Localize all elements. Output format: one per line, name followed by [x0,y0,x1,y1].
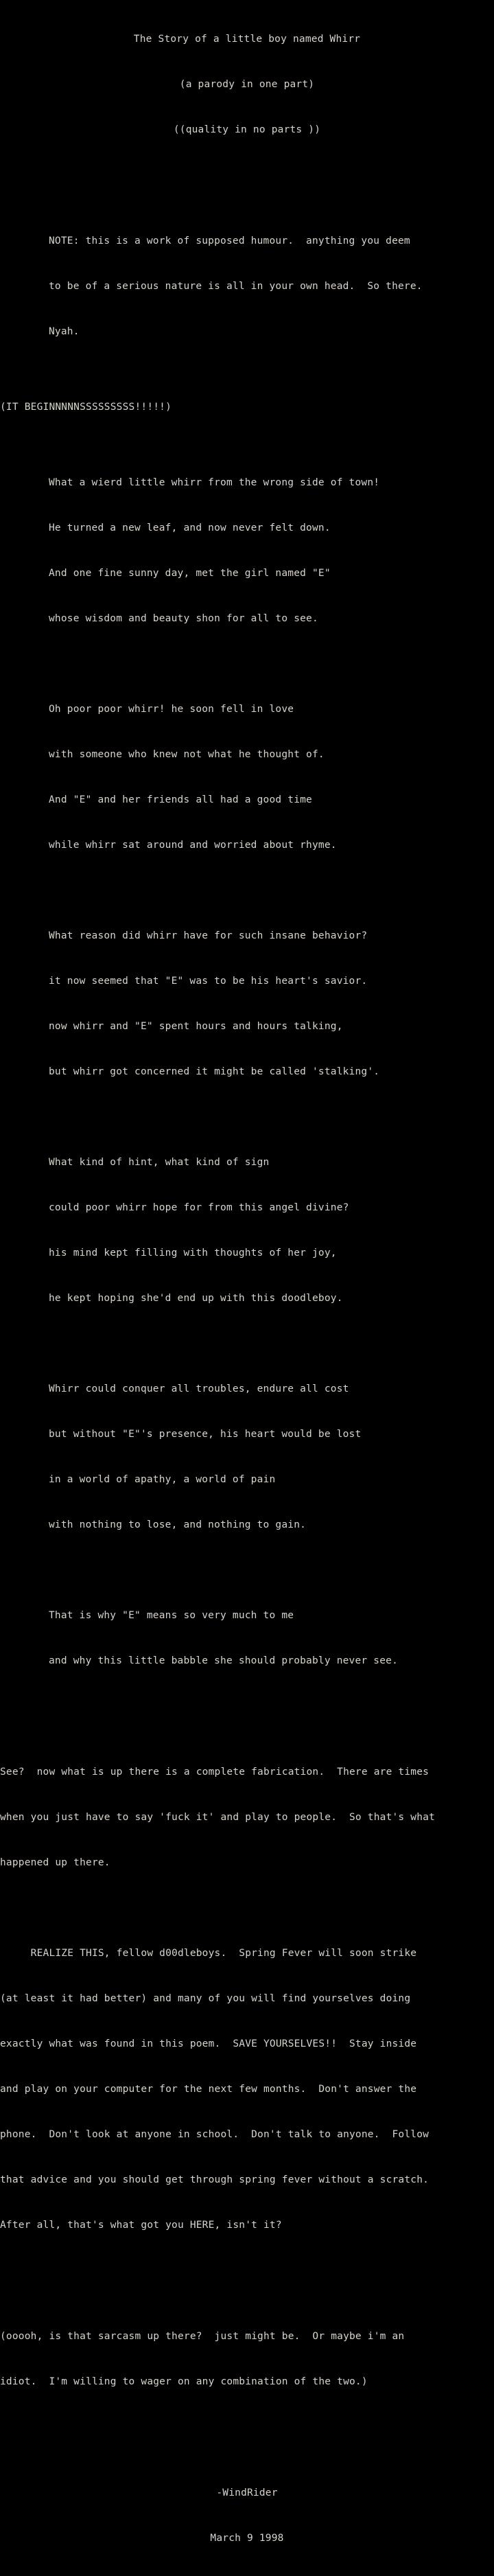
spacer [0,2440,494,2455]
afterword-line: See? now what is up there is a complete fabrication. There are times [0,1767,430,1778]
spacer [0,1109,494,1125]
spacer [0,1900,494,1916]
poem-line: and why this little babble she should probably never see. [49,1655,398,1666]
poem-stanza [0,1578,494,1699]
spacer [0,168,494,188]
poem-stanza [0,671,494,883]
poem-stanza [0,898,494,1109]
afterword-line: idiot. I'm willing to wager on any combination of the two.) [0,2376,368,2387]
poem-line: could poor whirr hope for from this angel divine? [49,1202,349,1213]
poem-line: with nothing to lose, and nothing to gain. [49,1519,307,1530]
afterword-line: (at least it had better) and many of you will find yourselves doing [0,1993,411,2004]
title-line-1: The Story of a little boy named Whirr [133,34,361,45]
poem-line: And "E" and her friends all had a good time [49,794,312,805]
poem-line: whose wisdom and beauty shon for all to see. [49,613,318,624]
poem-stanza [0,1351,494,1563]
spacer [0,1719,494,1734]
poem-line: with someone who knew not what he thought of. [49,749,325,760]
poem-line: but without "E"'s presence, his heart would be lost [49,1429,362,1440]
afterword-line: After all, that's what got you HERE, isn't it? [0,2220,282,2231]
spacer [0,656,494,671]
spacer [0,2419,494,2440]
spacer [0,1699,494,1719]
poem-line: in a world of apathy, a world of pain [49,1474,276,1485]
spacer [0,883,494,898]
poem-line: Whirr could conquer all troubles, endure all cost [49,1383,349,1394]
poem-line: What a wierd little whirr from the wrong side of town! [49,477,380,488]
poem-line: his mind kept filling with thoughts of her joy, [49,1247,337,1258]
document-title [0,0,494,168]
afterword-line: that advice and you should get through spring fever without a scratch. [0,2174,430,2185]
author-note [0,203,494,369]
poem-line: while whirr sat around and worried about rhyme. [49,840,337,851]
poem-line: but whirr got concerned it might be called 'stalking'. [49,1066,380,1077]
afterword-line: when you just have to say 'fuck it' and play to people. So that's what [0,1812,436,1823]
note-line-2: to be of a serious nature is all in your own head. So there. [49,281,423,292]
spacer [0,384,494,400]
poem-line: it now seemed that "E" was to be his heart's savior. [49,976,368,987]
note-line-1: NOTE: this is a work of supposed humour. anything you deem [49,235,410,246]
poem-line: Oh poor poor whirr! he soon fell in love [49,704,294,715]
begin-marker: (IT BEGINNNNNSSSSSSSSS!!!!!) [0,402,172,413]
spacer [0,2284,494,2299]
poem-line: What kind of hint, what kind of sign [49,1157,270,1168]
poem-stanza [0,445,494,656]
title-line-3: ((quality in no parts )) [173,124,321,135]
signature-block [0,2455,494,2576]
signature-date: March 9 1998 [210,2533,284,2544]
poem-line: What reason did whirr have for such insane behavior? [49,930,368,941]
spacer [0,415,494,430]
title-line-2: (a parody in one part) [179,79,315,90]
spacer [0,2263,494,2284]
signature-name: -WindRider [216,2487,278,2498]
afterword-line: and play on your computer for the next few months. Don't answer the [0,2084,417,2095]
afterword-line: (ooooh, is that sarcasm up there? just might be. Or maybe i'm an [0,2331,405,2342]
note-line-3: Nyah. [49,326,80,337]
poem-line: he kept hoping she'd end up with this doodleboy. [49,1293,343,1304]
spacer [0,188,494,203]
spacer [0,1336,494,1351]
poem-line: That is why "E" means so very much to me [49,1610,294,1621]
afterword-paragraph-3 [0,2299,494,2419]
poem-line: And one fine sunny day, met the girl named "E" [49,568,331,579]
afterword-line: happened up there. [0,1857,110,1868]
afterword-line: exactly what was found in this poem. SAVE YOURSELVES!! Stay inside [0,2038,417,2049]
afterword-line: phone. Don't look at anyone in school. Don't talk to anyone. Follow [0,2129,430,2140]
poem-line: now whirr and "E" spent hours and hours talking, [49,1021,343,1032]
afterword-paragraph-2 [0,1916,494,2263]
afterword-paragraph-1 [0,1734,494,1900]
poem-stanza [0,1125,494,1336]
poem-line: He turned a new leaf, and now never felt down. [49,522,331,533]
spacer [0,1563,494,1578]
spacer [0,430,494,445]
spacer [0,369,494,384]
afterword-line: REALIZE THIS, fellow d00dleboys. Spring Fever will soon strike [0,1948,417,1959]
